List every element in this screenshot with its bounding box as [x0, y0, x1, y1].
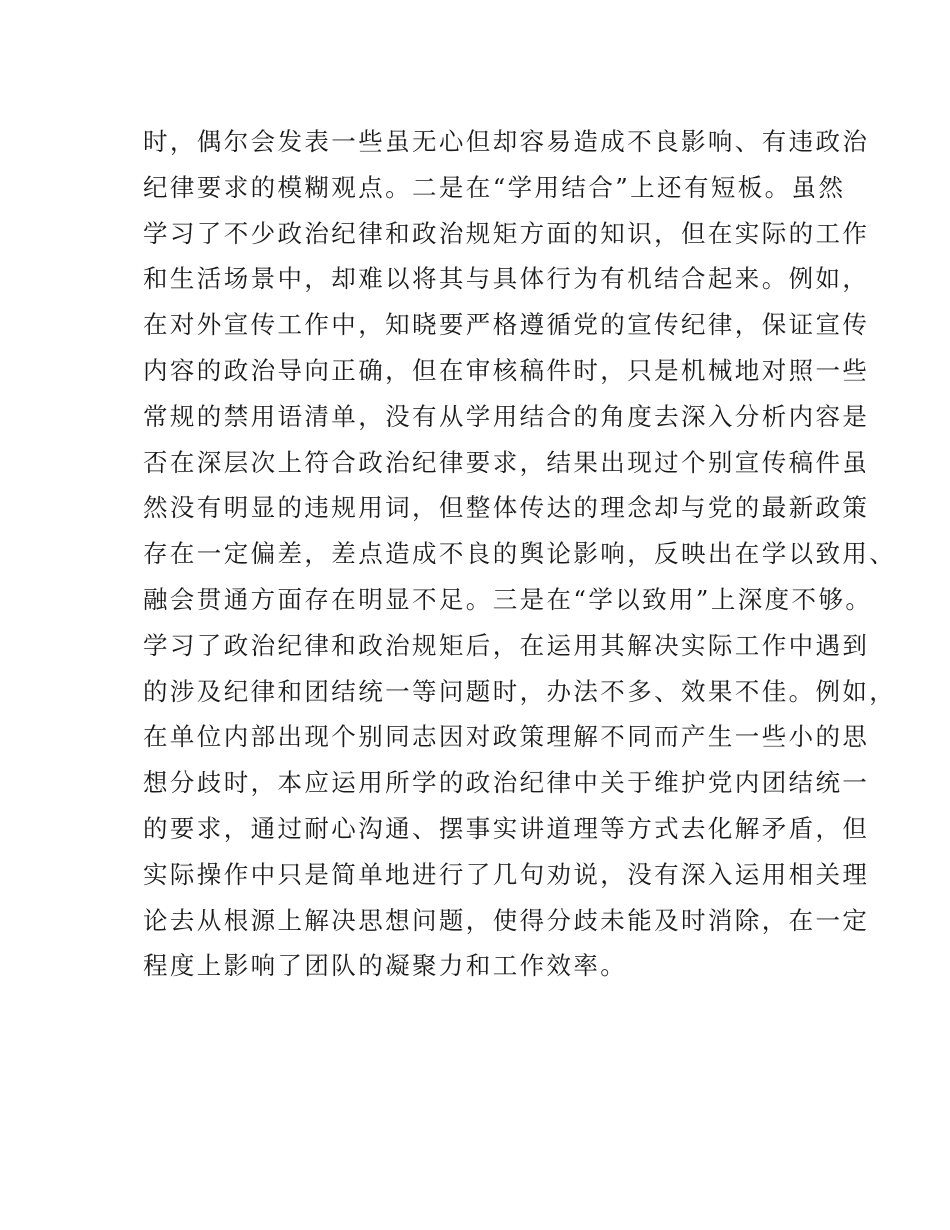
text-line: 实际操作中只是简单地进行了几句劝说，没有深入运用相关理 [143, 859, 870, 889]
text-line: 纪律要求的模糊观点。二是在“学用结合”上还有短板。虽然 [143, 172, 846, 202]
text-line: 的要求，通过耐心沟通、摆事实讲道理等方式去化解矛盾，但 [143, 813, 870, 843]
body-paragraph [143, 119, 897, 989]
text-line: 论去从根源上解决思想问题，使得分歧未能及时消除，在一定 [143, 905, 870, 935]
text-line: 学习了不少政治纪律和政治规矩方面的知识，但在实际的工作 [143, 218, 870, 248]
text-line: 内容的政治导向正确，但在审核稿件时，只是机械地对照一些 [143, 355, 870, 385]
text-line: 想分歧时，本应运用所学的政治纪律中关于维护党内团结统一 [143, 768, 870, 798]
text-line: 在对外宣传工作中，知晓要严格遵循党的宣传纪律，保证宣传 [143, 310, 870, 340]
text-line: 否在深层次上符合政治纪律要求，结果出现过个别宣传稿件虽 [143, 447, 870, 477]
text-line: 常规的禁用语清单，没有从学用结合的角度去深入分析内容是 [143, 401, 870, 431]
text-line: 的涉及纪律和团结统一等问题时，办法不多、效果不佳。例如， [143, 676, 897, 706]
text-line: 时，偶尔会发表一些虽无心但却容易造成不良影响、有违政治 [143, 127, 870, 156]
text-line: 和生活场景中，却难以将其与具体行为有机结合起来。例如， [143, 264, 870, 294]
text-line: 存在一定偏差，差点造成不良的舆论影响，反映出在学以致用、 [143, 539, 897, 569]
text-line: 融会贯通方面存在明显不足。三是在“学以致用”上深度不够。 [143, 584, 873, 614]
text-line: 程度上影响了团队的凝聚力和工作效率。 [143, 951, 628, 981]
text-line: 在单位内部出现个别同志因对政策理解不同而产生一些小的思 [143, 722, 870, 752]
text-line: 然没有明显的违规用词，但整体传达的理念却与党的最新政策 [143, 493, 870, 523]
text-line: 学习了政治纪律和政治规矩后，在运用其解决实际工作中遇到 [143, 630, 870, 660]
